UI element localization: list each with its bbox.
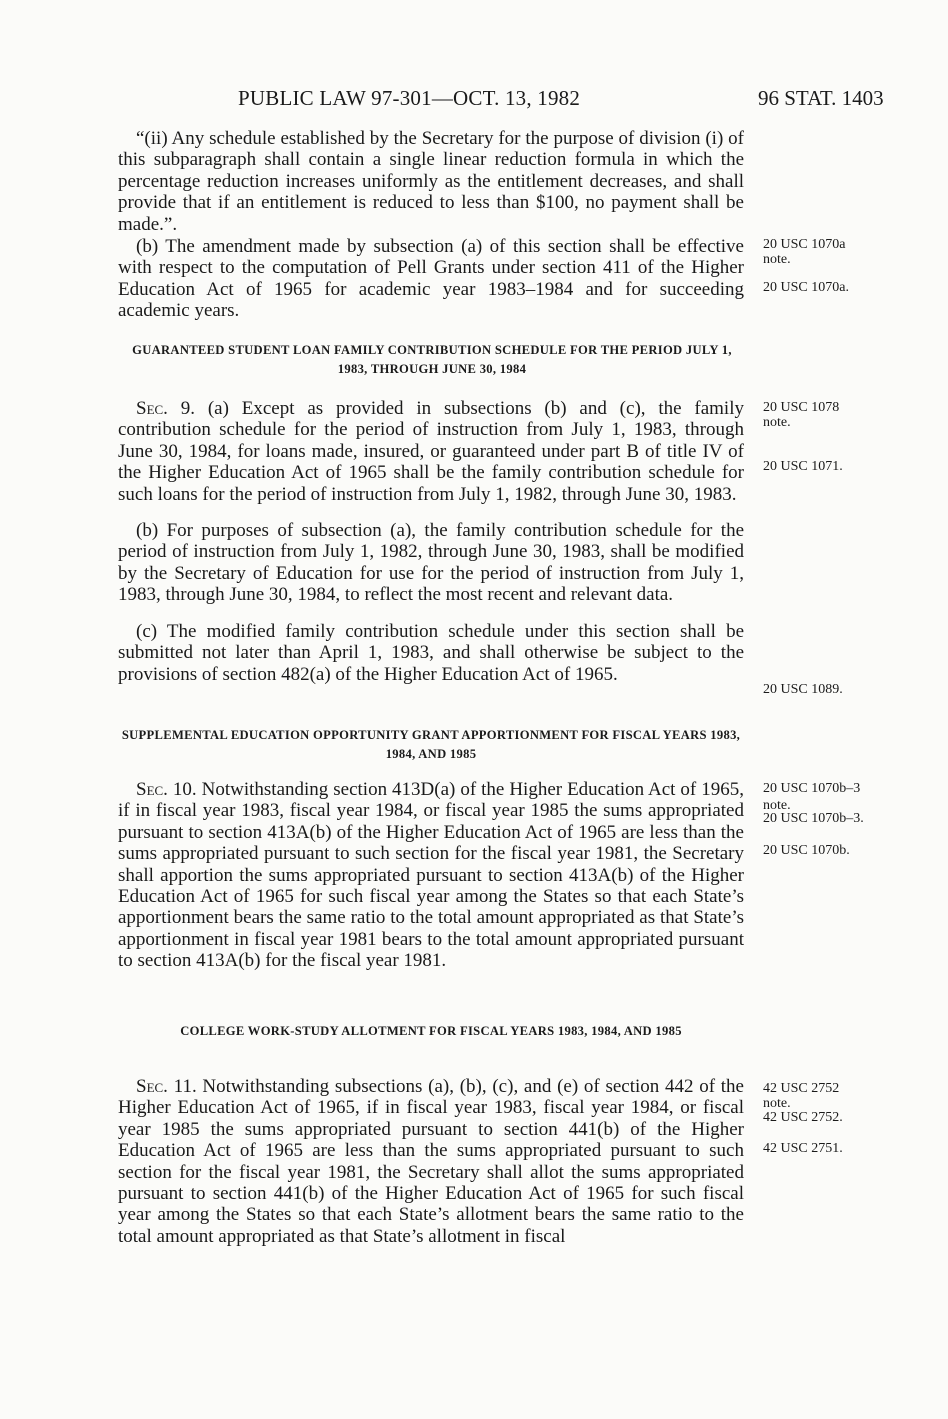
margin-note: 20 USC 1070b–3 (763, 781, 861, 796)
margin-note: note. (763, 798, 791, 813)
section-label: Sec. 9. (136, 398, 196, 419)
section-9-paragraph-a: Sec. 9. (a) Except as provided in subsections (b) and (c), the family contribution schedule for the period of instruction from July 1, 1983, through June 30, 1984, for loans made, insured, or guaranteed under part B of title IV of the Higher Education Act of 1965 shall be the family contribution schedule for such loans for the period of instruction from July 1, 1982, through June 30, 1983. (118, 398, 744, 505)
running-header-title: PUBLIC LAW 97-301—OCT. 13, 1982 (238, 86, 581, 110)
margin-note: 20 USC 1070a. (763, 280, 849, 295)
margin-note: 42 USC 2752. (763, 1110, 843, 1125)
margin-note: 20 USC 1071. (763, 459, 843, 474)
margin-note: note. (763, 1096, 791, 1111)
paragraph-b-amendment: (b) The amendment made by subsection (a) of this section shall be effective with respect to the computation of Pell Grants under section 411 of the Higher Education Act of 1965 for academic year 1983–1984 and for succeeding academic years. (118, 236, 744, 322)
margin-note: 20 USC 1089. (763, 682, 843, 697)
section-heading-11: COLLEGE WORK-STUDY ALLOTMENT FOR FISCAL YEARS 1983, 1984, AND 1985 (180, 1024, 682, 1038)
margin-note: 42 USC 2752 (763, 1081, 840, 1096)
margin-note: 20 USC 1070a (763, 237, 846, 252)
margin-note: 20 USC 1078 (763, 400, 840, 415)
margin-note: 20 USC 1070b–3. (763, 811, 864, 826)
statute-page-number: 96 STAT. 1403 (758, 86, 884, 110)
section-11-paragraph: Sec. 11. Notwithstanding subsections (a), (b), (c), and (e) of section 442 of the Higher Education Act of 1965, if in fiscal year 1983, fiscal year 1984, or fiscal year 1985 the sums appropriated pursuant to section 441(b) of the Higher Education Act of 1965 are less than the sums appropriated pursuant to such section for the fiscal year 1981, the Secretary shall allot the sums appropriated pursuant to section 441(b) of the Higher Education Act of 1965 for such fiscal year among the States so that each State’s allotment bears the same ratio to the total amount appropriated as that State’s allotment in fiscal (118, 1076, 744, 1247)
paragraph-ii-schedule: “(ii) Any schedule established by the Secretary for the purpose of division (i) of this subparagraph shall contain a single linear reduction formula in which the percentage reduction increases uniformly as the entitlement decreases, and shall provide that if an entitlement is reduced to less than $100, no payment shall be made.”. (118, 128, 744, 235)
section-label: Sec. 10. (136, 779, 197, 800)
section-heading-9: GUARANTEED STUDENT LOAN FAMILY CONTRIBUTION SCHEDULE FOR THE PERIOD JULY 1, 1983, THROUGH JUNE 30, 1984 (132, 343, 732, 376)
section-label: Sec. 11. (136, 1076, 197, 1097)
section-heading-10: SUPPLEMENTAL EDUCATION OPPORTUNITY GRANT APPORTIONMENT FOR FISCAL YEARS 1983, 1984, AND 1985 (121, 728, 741, 761)
section-9-paragraph-c: (c) The modified family contribution schedule under this section shall be submitted not later than April 1, 1983, and shall otherwise be subject to the provisions of section 482(a) of the Higher Education Act of 1965. (118, 621, 744, 685)
margin-note: note. (763, 252, 791, 267)
section-9-paragraph-b: (b) For purposes of subsection (a), the family contribution schedule for the period of instruction from July 1, 1982, through June 30, 1983, shall be modified by the Secretary of Education for use for the period of instruction from July 1, 1983, through June 30, 1984, to reflect the most recent and relevant data. (118, 520, 744, 606)
margin-note: 20 USC 1070b. (763, 843, 850, 858)
margin-note: note. (763, 415, 791, 430)
section-10-paragraph: Sec. 10. Notwithstanding section 413D(a) of the Higher Education Act of 1965, if in fiscal year 1983, fiscal year 1984, or fiscal year 1985 the sums appropriated pursuant to section 413A(b) of the Higher Education Act of 1965 are less than the sums appropriated pursuant to such section for the fiscal year 1981, the Secretary shall apportion the sums appropriated pursuant to section 413A(b) of the Higher Education Act of 1965 for such fiscal year among the States so that each State’s apportionment bears the same ratio to the total amount appropriated as that State’s apportionment in fiscal year 1981 bears to the total amount appropriated pursuant to section 413A(b) for the fiscal year 1981. (118, 779, 744, 972)
margin-note: 42 USC 2751. (763, 1141, 843, 1156)
